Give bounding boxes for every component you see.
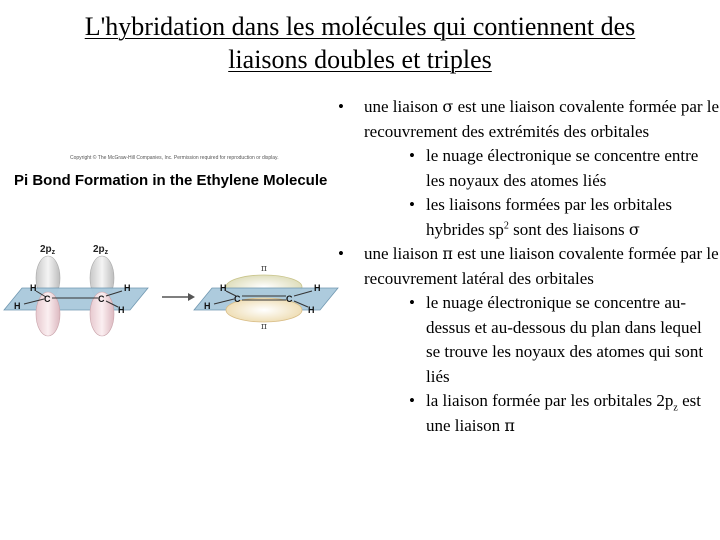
slide-title bbox=[0, 10, 720, 76]
svg-text:H: H bbox=[314, 283, 321, 293]
pi-label-top: π bbox=[261, 264, 267, 274]
title-line-2: liaisons doubles et triples bbox=[228, 45, 492, 74]
svg-text:C: C bbox=[98, 294, 105, 304]
pi-bond-figure bbox=[0, 148, 340, 348]
pi-label-bottom: π bbox=[261, 322, 267, 332]
sub-bullet-2pz-pi: • la liaison formée par les orbitales $2p_z$ est une liaison π bbox=[409, 391, 701, 435]
svg-text:H: H bbox=[220, 283, 227, 293]
svg-text:H: H bbox=[14, 301, 21, 311]
svg-text:H: H bbox=[30, 283, 37, 293]
svg-text:H: H bbox=[204, 301, 211, 311]
bullet-sigma-bond: • une liaison σ est une liaison covalente formée par le recouvrement des extrémités des orbitales bbox=[338, 97, 720, 141]
title-line-1: L'hybridation dans les molécules qui contiennent des bbox=[84, 12, 636, 41]
sub-bullet-marker: • bbox=[409, 146, 415, 165]
svg-text:H: H bbox=[118, 305, 125, 315]
bullet-marker: • bbox=[338, 97, 344, 116]
figure-copyright: Copyright © The McGraw-Hill Companies, Inc. Permission required for reproduction or display. bbox=[70, 155, 279, 161]
svg-text:C: C bbox=[286, 294, 293, 304]
sub-bullet-sigma-cloud: • le nuage électronique se concentre entre les noyaux des atomes liés bbox=[409, 146, 699, 190]
orbital-label-left: $2p_z$ bbox=[40, 244, 56, 256]
svg-text:H: H bbox=[308, 305, 315, 315]
bullet-marker: • bbox=[338, 244, 344, 263]
bullet-list bbox=[334, 95, 720, 438]
sub-bullet-pi-cloud: • le nuage électronique se concentre au-dessus et au-dessous du plan dans lequel se trouve les noyaux des atomes qui sont liés bbox=[409, 293, 704, 386]
sigma-symbol: σ bbox=[442, 97, 454, 116]
bullet-pi-bond: • une liaison π est une liaison covalente formée par le recouvrement latéral des orbitales bbox=[338, 244, 719, 288]
orbital-label-right: $2p_z$ bbox=[93, 244, 109, 256]
sub-bullet-marker: • bbox=[409, 195, 415, 214]
svg-text:C: C bbox=[234, 294, 241, 304]
sub-bullet-marker: • bbox=[409, 293, 415, 312]
sigma-symbol: σ bbox=[628, 219, 640, 239]
sub-bullet-sp2-sigma: • les liaisons formées par les orbitales hybrides $sp^2$ sont des liaisons σ bbox=[409, 195, 672, 239]
svg-text:H: H bbox=[124, 283, 131, 293]
sub-bullet-marker: • bbox=[409, 391, 415, 410]
figure-title: Pi Bond Formation in the Ethylene Molecule bbox=[14, 172, 328, 189]
svg-text:C: C bbox=[44, 294, 51, 304]
pi-symbol: π bbox=[504, 415, 515, 435]
arrow-head bbox=[188, 293, 195, 301]
pi-symbol: π bbox=[442, 244, 453, 263]
